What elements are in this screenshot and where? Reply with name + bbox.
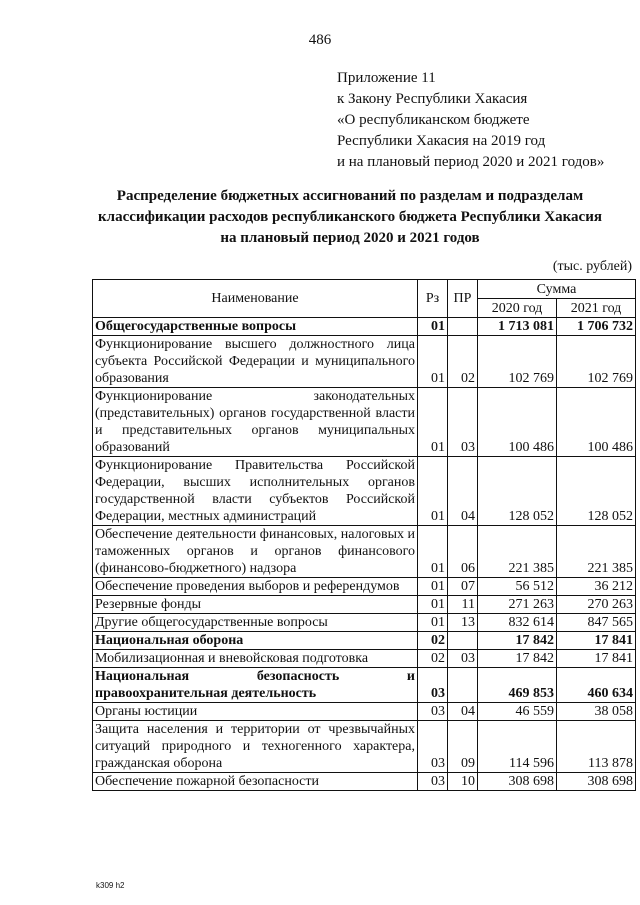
cell-rz: 01 <box>418 614 448 632</box>
cell-name: Функционирование высшего должностного лица субъекта Российской Федерации и муниципального образования <box>93 336 418 388</box>
cell-rz: 01 <box>418 388 448 457</box>
header-2021: 2021 год <box>557 299 636 318</box>
cell-2021: 38 058 <box>557 703 636 721</box>
cell-rz: 03 <box>418 668 448 703</box>
cell-pr: 03 <box>448 650 478 668</box>
cell-2021: 460 634 <box>557 668 636 703</box>
appendix-reference <box>337 68 604 173</box>
cell-pr: 04 <box>448 457 478 526</box>
table-body <box>93 318 636 791</box>
cell-pr: 07 <box>448 578 478 596</box>
cell-pr: 10 <box>448 773 478 791</box>
table-row <box>93 578 636 596</box>
cell-name: Защита населения и территории от чрезвычайных ситуаций природного и техногенного характера, гражданская оборона <box>93 721 418 773</box>
cell-2020: 102 769 <box>478 336 557 388</box>
header-pr: ПР <box>448 280 478 318</box>
cell-2020: 221 385 <box>478 526 557 578</box>
cell-rz: 02 <box>418 632 448 650</box>
cell-2021: 100 486 <box>557 388 636 457</box>
cell-rz: 01 <box>418 336 448 388</box>
cell-2020: 46 559 <box>478 703 557 721</box>
cell-rz: 02 <box>418 650 448 668</box>
cell-pr: 04 <box>448 703 478 721</box>
header-2020: 2020 год <box>478 299 557 318</box>
cell-2021: 847 565 <box>557 614 636 632</box>
table-row <box>93 318 636 336</box>
cell-pr <box>448 632 478 650</box>
cell-2020: 271 263 <box>478 596 557 614</box>
header-rz: Рз <box>418 280 448 318</box>
table-row <box>93 650 636 668</box>
cell-2020: 56 512 <box>478 578 557 596</box>
cell-pr: 06 <box>448 526 478 578</box>
title-line: на плановый период 2020 и 2021 годов <box>220 230 480 246</box>
cell-name: Обеспечение деятельности финансовых, налоговых и таможенных органов и органов финансового (финансово-бюджетного) надзора <box>93 526 418 578</box>
budget-table <box>92 279 636 791</box>
cell-rz: 01 <box>418 578 448 596</box>
cell-rz: 01 <box>418 457 448 526</box>
cell-name: Функционирование законодательных (представительных) органов государственной власти и представительных органов муниципальных образований <box>93 388 418 457</box>
cell-2020: 1 713 081 <box>478 318 557 336</box>
cell-2021: 17 841 <box>557 632 636 650</box>
cell-name: Органы юстиции <box>93 703 418 721</box>
footer-code: k309 h2 <box>96 881 125 890</box>
cell-rz: 03 <box>418 773 448 791</box>
cell-name: Функционирование Правительства Российской Федерации, высших исполнительных органов государственной власти субъектов Российской Федерации, местных администраций <box>93 457 418 526</box>
header-sum: Сумма <box>478 280 636 299</box>
table-row <box>93 668 636 703</box>
cell-2020: 469 853 <box>478 668 557 703</box>
cell-2021: 221 385 <box>557 526 636 578</box>
cell-name: Общегосударственные вопросы <box>93 318 418 336</box>
cell-pr <box>448 318 478 336</box>
cell-pr: 02 <box>448 336 478 388</box>
cell-rz: 03 <box>418 721 448 773</box>
cell-2020: 114 596 <box>478 721 557 773</box>
cell-2021: 102 769 <box>557 336 636 388</box>
cell-rz: 01 <box>418 318 448 336</box>
cell-2021: 113 878 <box>557 721 636 773</box>
cell-pr <box>448 668 478 703</box>
title-line: классификации расходов республиканского бюджета Республики Хакасия <box>98 209 602 225</box>
cell-name: Другие общегосударственные вопросы <box>93 614 418 632</box>
appendix-line: и на плановый период 2020 и 2021 годов» <box>337 154 605 170</box>
cell-rz: 03 <box>418 703 448 721</box>
table-row <box>93 632 636 650</box>
cell-name: Национальная безопасность и правоохранительная деятельность <box>93 668 418 703</box>
cell-2020: 832 614 <box>478 614 557 632</box>
cell-rz: 01 <box>418 526 448 578</box>
cell-pr: 03 <box>448 388 478 457</box>
header-name: Наименование <box>93 280 418 318</box>
table-row <box>93 526 636 578</box>
cell-name: Резервные фонды <box>93 596 418 614</box>
cell-2020: 100 486 <box>478 388 557 457</box>
cell-name: Мобилизационная и вневойсковая подготовка <box>93 650 418 668</box>
table-row <box>93 614 636 632</box>
units-label: (тыс. рублей) <box>552 259 632 274</box>
cell-2021: 1 706 732 <box>557 318 636 336</box>
cell-pr: 11 <box>448 596 478 614</box>
cell-2021: 270 263 <box>557 596 636 614</box>
title-line: Распределение бюджетных ассигнований по разделам и подразделам <box>116 188 584 204</box>
cell-2020: 17 842 <box>478 632 557 650</box>
table-row <box>93 596 636 614</box>
cell-pr: 09 <box>448 721 478 773</box>
cell-2020: 128 052 <box>478 457 557 526</box>
cell-name: Обеспечение проведения выборов и референдумов <box>93 578 418 596</box>
cell-rz: 01 <box>418 596 448 614</box>
cell-2021: 308 698 <box>557 773 636 791</box>
appendix-line: «О республиканском бюджете <box>337 112 530 128</box>
cell-2021: 36 212 <box>557 578 636 596</box>
document-title <box>70 186 630 249</box>
cell-2020: 308 698 <box>478 773 557 791</box>
table-row <box>93 773 636 791</box>
table-row <box>93 388 636 457</box>
appendix-line: к Закону Республики Хакасия <box>337 91 528 107</box>
table-row <box>93 336 636 388</box>
cell-name: Национальная оборона <box>93 632 418 650</box>
cell-pr: 13 <box>448 614 478 632</box>
table-row <box>93 721 636 773</box>
appendix-line: Приложение 11 <box>337 70 436 86</box>
cell-2021: 17 841 <box>557 650 636 668</box>
appendix-line: Республики Хакасия на 2019 год <box>337 133 546 149</box>
cell-2021: 128 052 <box>557 457 636 526</box>
table-row <box>93 457 636 526</box>
cell-name: Обеспечение пожарной безопасности <box>93 773 418 791</box>
table-row <box>93 703 636 721</box>
cell-2020: 17 842 <box>478 650 557 668</box>
page-number: 486 <box>308 32 332 48</box>
